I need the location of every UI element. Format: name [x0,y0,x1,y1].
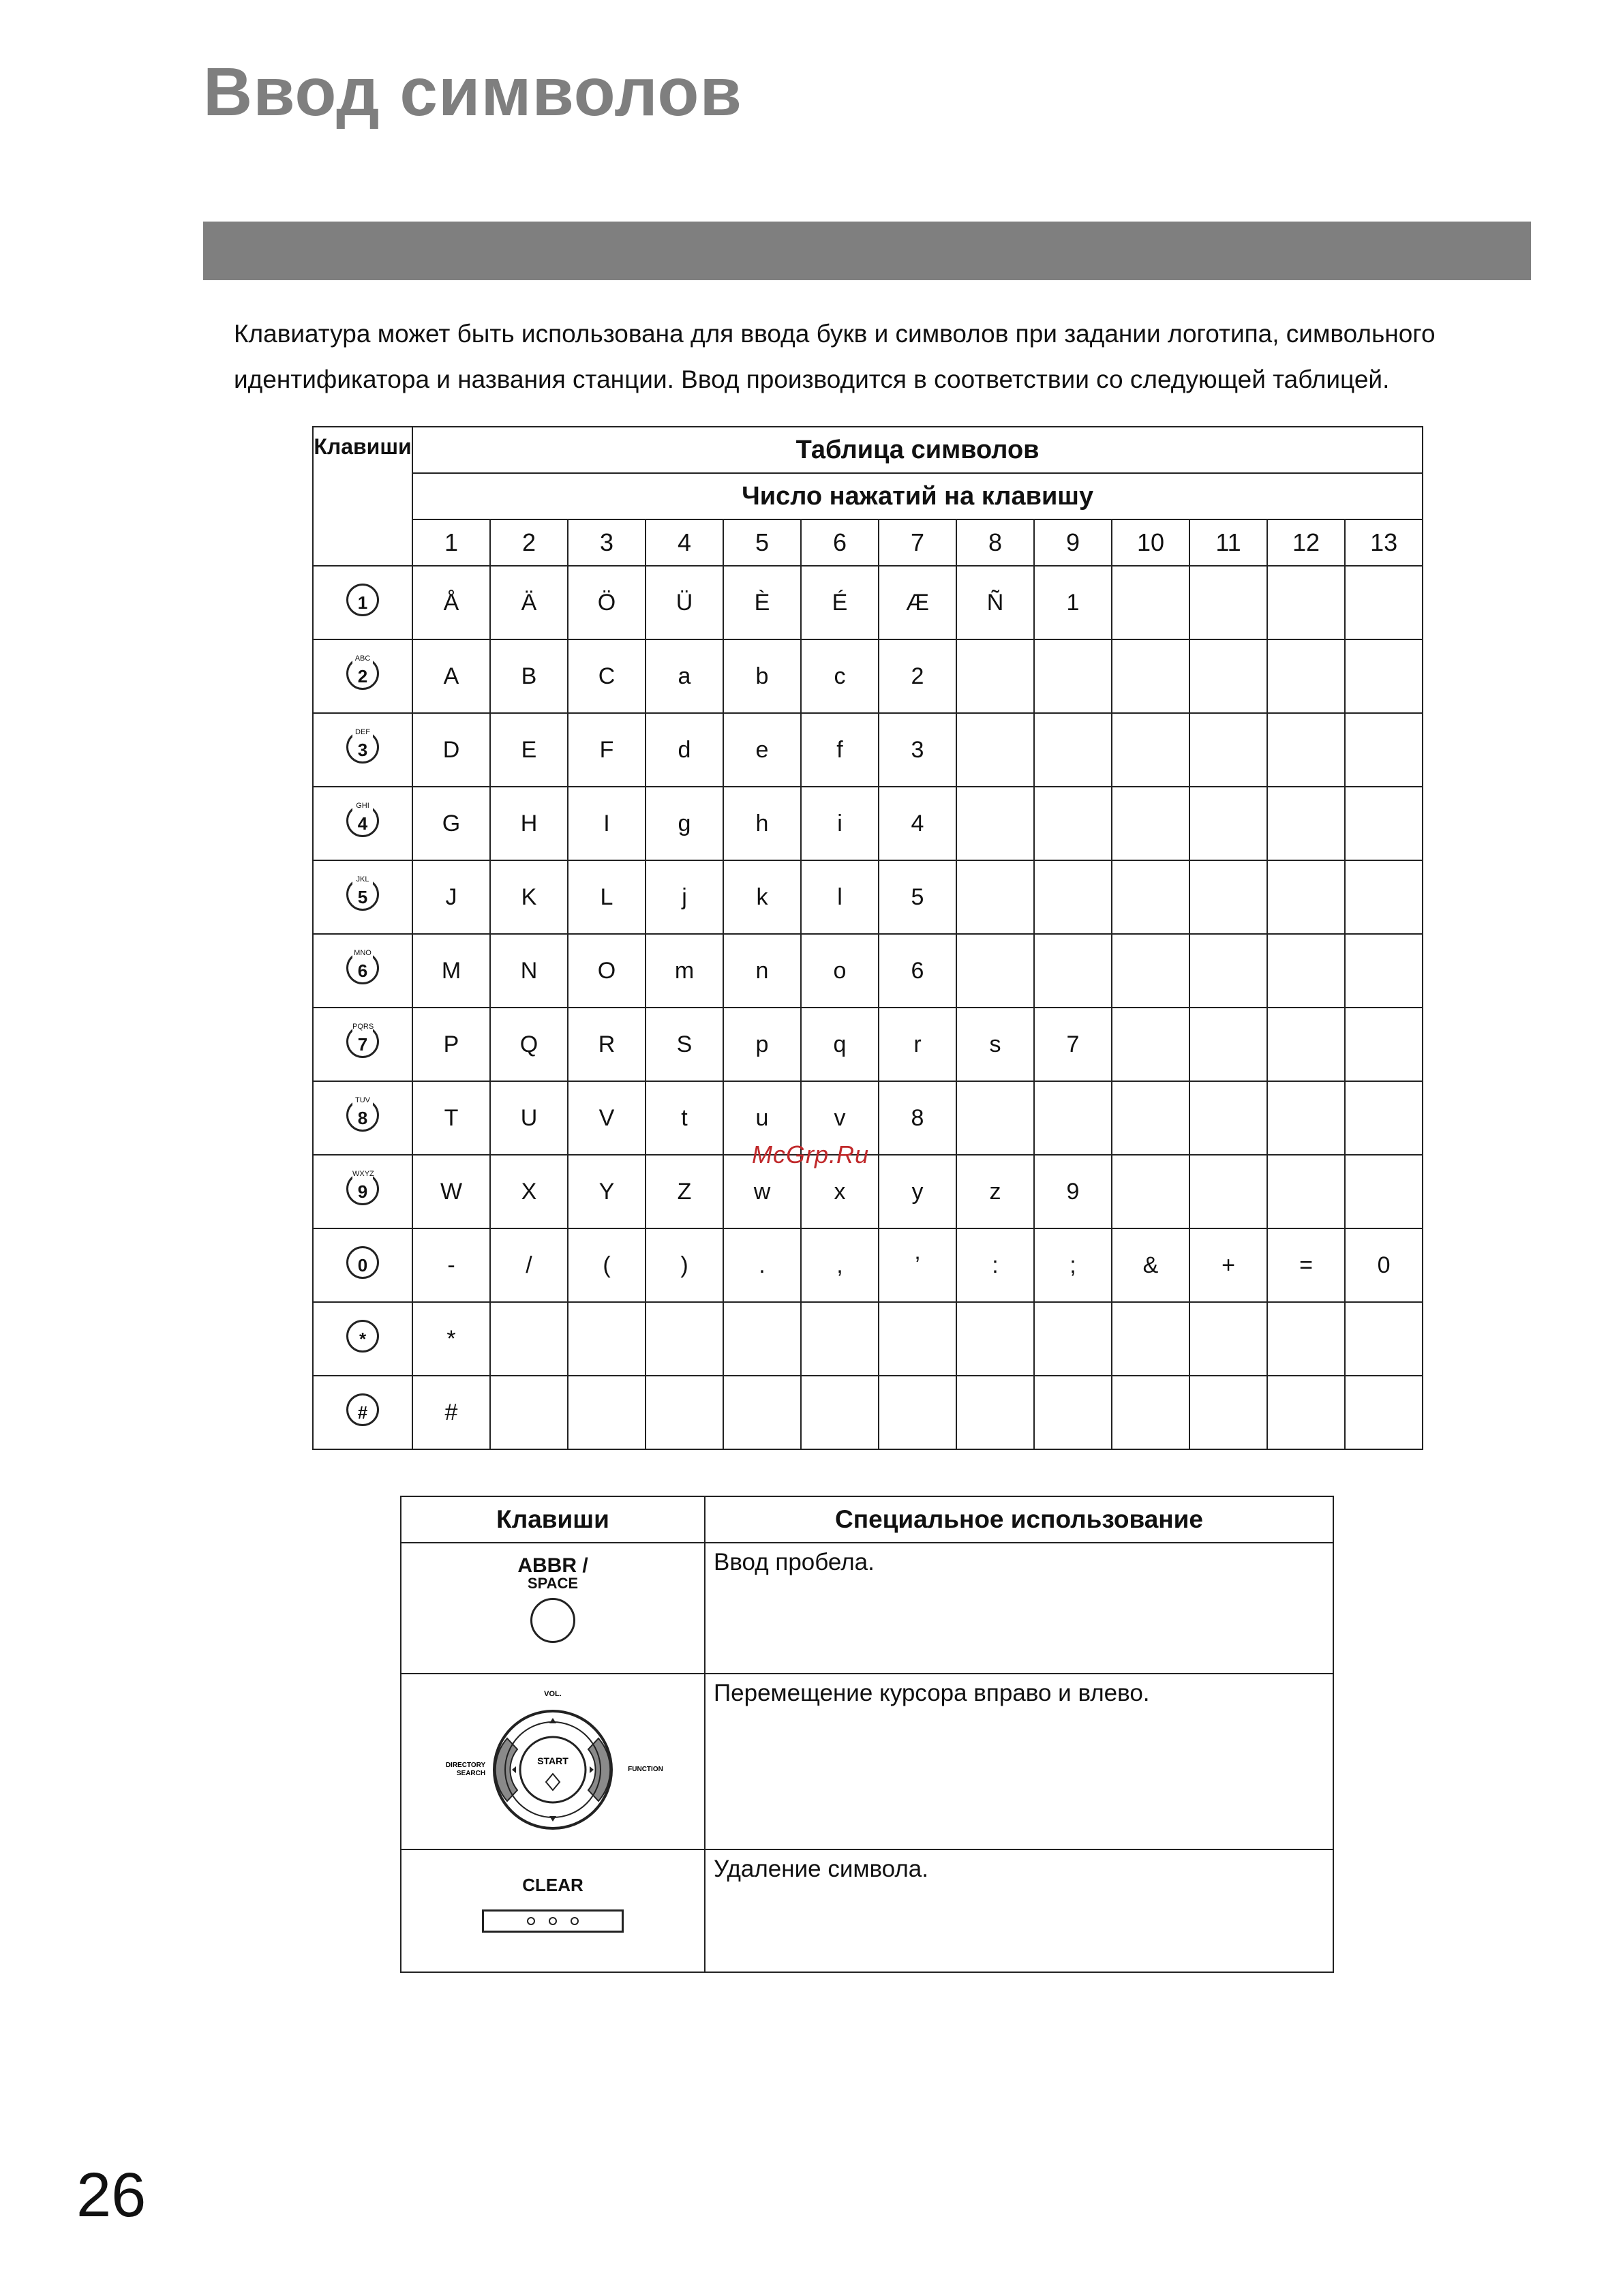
table-row [313,787,1423,860]
special-use-header: Специальное использование [705,1496,1333,1543]
table-row [313,934,1423,1008]
char-cell: c [801,639,879,713]
char-cell: b [723,639,801,713]
char-cell [1189,1008,1267,1081]
press-count-5: 5 [723,519,801,566]
navigation-description: Перемещение курсора вправо и влево. [705,1674,1333,1849]
key-cell [313,566,412,639]
char-cell [1112,860,1189,934]
navigation-pad-icon [416,1674,689,1838]
char-cell [879,1302,956,1376]
char-cell [1189,566,1267,639]
char-cell [956,1081,1034,1155]
char-cell: : [956,1228,1034,1302]
char-cell [646,1302,723,1376]
key-cell [313,934,412,1008]
press-count-9: 9 [1034,519,1112,566]
keypad-key-1-icon [346,584,379,616]
char-cell [956,787,1034,860]
key-number: 3 [357,739,368,760]
key-letters: TUV [352,1096,373,1105]
keypad-key-0-icon [346,1246,379,1279]
char-cell: z [956,1155,1034,1228]
char-cell: C [568,639,646,713]
char-cell [1112,934,1189,1008]
char-cell: Ä [490,566,568,639]
char-cell: j [646,860,723,934]
char-cell: & [1112,1228,1189,1302]
keypad-key-6-icon [346,948,379,984]
clear-key-cell [401,1849,705,1972]
char-cell: - [412,1228,490,1302]
table-row [313,639,1423,713]
key-number: 7 [357,1033,368,1055]
keypad-key-4-icon [346,801,379,837]
press-count-10: 10 [1112,519,1189,566]
char-cell [490,1376,568,1449]
watermark: McGrp.Ru [752,1141,870,1168]
press-count-1: 1 [412,519,490,566]
press-count-13: 13 [1345,519,1423,566]
press-count-2: 2 [490,519,568,566]
char-cell: R [568,1008,646,1081]
char-cell [1112,639,1189,713]
key-number: 5 [357,886,368,907]
section-bar [203,222,1531,280]
special-keys-table [400,1496,1334,1973]
char-cell: Æ [879,566,956,639]
char-cell [1267,1008,1345,1081]
intro-line-2: идентификатора и названия станции. Ввод производится в соответствии со следующей таблицей. [234,365,1390,393]
directory-label: DIRECTORY [445,1762,486,1769]
char-cell [801,1302,879,1376]
char-cell [1345,1081,1423,1155]
key-letters: GHI [352,801,373,811]
press-count-12: 12 [1267,519,1345,566]
char-cell [1189,1376,1267,1449]
abbr-key-label: ABBR / [517,1554,588,1577]
key-cell [313,1081,412,1155]
char-cell [1267,934,1345,1008]
key-cell [313,1008,412,1081]
char-cell: ; [1034,1228,1112,1302]
char-cell: f [801,713,879,787]
char-cell: h [723,787,801,860]
press-count-7: 7 [879,519,956,566]
char-cell [1267,1376,1345,1449]
char-cell [568,1376,646,1449]
char-cell [1189,860,1267,934]
table-row [313,1008,1423,1081]
char-cell: 7 [1034,1008,1112,1081]
char-cell: # [412,1376,490,1449]
char-cell [956,713,1034,787]
char-cell [956,1376,1034,1449]
char-cell: ( [568,1228,646,1302]
press-count-4: 4 [646,519,723,566]
char-cell: L [568,860,646,934]
key-cell [313,860,412,934]
char-cell: J [412,860,490,934]
key-cell [313,1376,412,1449]
char-cell: l [801,860,879,934]
keys-column-header: Клавиши [313,427,412,566]
char-cell: U [490,1081,568,1155]
char-cell [1034,860,1112,934]
char-cell: Å [412,566,490,639]
key-cell [313,1302,412,1376]
char-cell: w [723,1155,801,1228]
char-cell: D [412,713,490,787]
key-letters: DEF [352,727,373,737]
char-cell: , [801,1228,879,1302]
char-cell [1267,1302,1345,1376]
abbr-space-key-cell [401,1543,705,1674]
press-count-row [313,519,1423,566]
char-cell: a [646,639,723,713]
char-cell: É [801,566,879,639]
char-cell [1345,787,1423,860]
navigation-key-cell [401,1674,705,1849]
char-cell: I [568,787,646,860]
key-number: 9 [357,1181,368,1202]
char-cell [1267,860,1345,934]
char-cell [1189,1302,1267,1376]
char-cell: 8 [879,1081,956,1155]
char-cell: 3 [879,713,956,787]
char-cell [1189,639,1267,713]
key-number: * [359,1328,367,1349]
key-letters: PQRS [352,1022,374,1031]
press-count-6: 6 [801,519,879,566]
char-cell [956,934,1034,1008]
char-cell: 6 [879,934,956,1008]
char-cell: p [723,1008,801,1081]
char-cell: M [412,934,490,1008]
char-cell [490,1302,568,1376]
clear-button-icon [482,1909,624,1933]
char-cell: 9 [1034,1155,1112,1228]
char-cell [1345,860,1423,934]
table-row [313,713,1423,787]
keypad-key-5-icon [346,875,379,911]
char-cell [1189,787,1267,860]
char-cell: Z [646,1155,723,1228]
clear-description: Удаление символа. [705,1849,1333,1972]
char-cell: Ü [646,566,723,639]
char-cell: e [723,713,801,787]
char-cell [1267,639,1345,713]
char-cell [1345,639,1423,713]
page-title: Ввод символов [203,54,742,130]
char-cell: ) [646,1228,723,1302]
key-number: 8 [357,1107,368,1128]
char-cell [1189,713,1267,787]
char-cell [1267,787,1345,860]
char-cell [1112,1008,1189,1081]
char-cell [801,1376,879,1449]
char-cell: T [412,1081,490,1155]
char-cell [1112,566,1189,639]
press-count-3: 3 [568,519,646,566]
intro-text [234,311,1529,402]
char-cell: i [801,787,879,860]
char-cell: / [490,1228,568,1302]
character-table [312,426,1423,1450]
table-row [313,1302,1423,1376]
key-letters: JKL [352,875,373,884]
char-cell [1267,713,1345,787]
key-number: 4 [357,813,368,834]
char-cell: A [412,639,490,713]
key-number: 2 [357,665,368,686]
char-cell: x [801,1155,879,1228]
char-cell [1345,1008,1423,1081]
char-cell: H [490,787,568,860]
char-cell [1034,1302,1112,1376]
table-row [313,860,1423,934]
start-label: START [537,1755,568,1766]
table-row [313,566,1423,639]
keypad-key-hash-icon [346,1393,379,1426]
search-label: SEARCH [456,1770,486,1777]
char-cell [723,1376,801,1449]
char-cell: P [412,1008,490,1081]
key-cell [313,1228,412,1302]
special-keys-header: Клавиши [401,1496,705,1543]
char-cell [1189,1155,1267,1228]
char-cell: k [723,860,801,934]
char-cell [1034,787,1112,860]
char-cell: m [646,934,723,1008]
char-cell: S [646,1008,723,1081]
char-cell [956,1302,1034,1376]
key-letters: ABC [352,654,373,663]
function-label: FUNCTION [628,1766,663,1773]
char-cell: Ö [568,566,646,639]
char-cell [1267,1081,1345,1155]
char-cell [1112,1081,1189,1155]
press-count-header: Число нажатий на клавишу [412,473,1423,519]
char-cell [1345,1376,1423,1449]
page-number: 26 [76,2160,147,2230]
char-cell: V [568,1081,646,1155]
char-cell: Ñ [956,566,1034,639]
abbr-space-button-icon [530,1598,575,1643]
abbr-space-description: Ввод пробела. [705,1543,1333,1674]
char-cell: d [646,713,723,787]
char-cell: n [723,934,801,1008]
key-cell [313,787,412,860]
space-key-label: SPACE [527,1575,579,1592]
char-cell: g [646,787,723,860]
char-cell [1112,787,1189,860]
char-cell: F [568,713,646,787]
key-number: 1 [357,592,368,613]
char-cell [1345,1155,1423,1228]
press-count-11: 11 [1189,519,1267,566]
key-cell [313,639,412,713]
char-cell [1112,1155,1189,1228]
key-cell [313,713,412,787]
keypad-key-8-icon [346,1096,379,1132]
char-cell: G [412,787,490,860]
char-cell [1345,566,1423,639]
char-cell [956,860,1034,934]
char-cell [1345,713,1423,787]
char-cell [568,1302,646,1376]
char-cell [1345,934,1423,1008]
char-cell: B [490,639,568,713]
char-cell [1034,934,1112,1008]
press-count-8: 8 [956,519,1034,566]
char-cell: q [801,1008,879,1081]
char-cell [956,639,1034,713]
char-cell: Y [568,1155,646,1228]
char-cell [879,1376,956,1449]
keypad-key-9-icon [346,1169,379,1205]
key-letters: MNO [352,948,373,958]
key-letters: WXYZ [352,1169,374,1178]
char-cell: X [490,1155,568,1228]
char-cell: N [490,934,568,1008]
char-cell: 0 [1345,1228,1423,1302]
char-cell: Q [490,1008,568,1081]
char-cell: O [568,934,646,1008]
char-cell [1112,713,1189,787]
key-number: 6 [357,960,368,981]
keypad-key-2-icon [346,654,379,690]
char-cell [723,1302,801,1376]
vol-label: VOL. [544,1690,562,1698]
key-cell [313,1155,412,1228]
keypad-key-7-icon [346,1022,379,1058]
char-cell [1267,1155,1345,1228]
char-cell: r [879,1008,956,1081]
character-table-body [313,566,1423,1449]
char-cell [1034,1376,1112,1449]
char-cell: 2 [879,639,956,713]
char-cell: s [956,1008,1034,1081]
char-cell: 5 [879,860,956,934]
keypad-key-star-icon [346,1320,379,1353]
char-cell: u [723,1081,801,1155]
key-number: # [357,1402,368,1423]
char-cell: t [646,1081,723,1155]
char-cell [1112,1376,1189,1449]
char-cell [646,1376,723,1449]
key-number: 0 [357,1254,368,1275]
char-cell: v [801,1081,879,1155]
table-row [313,1376,1423,1449]
table-title: Таблица символов [412,427,1423,473]
char-cell [1034,713,1112,787]
char-cell [1034,1081,1112,1155]
char-cell [1267,566,1345,639]
char-cell: W [412,1155,490,1228]
char-cell: ’ [879,1228,956,1302]
char-cell: o [801,934,879,1008]
char-cell: È [723,566,801,639]
char-cell: 4 [879,787,956,860]
keypad-key-3-icon [346,727,379,764]
char-cell [1189,1081,1267,1155]
clear-key-label: CLEAR [522,1875,583,1895]
char-cell: = [1267,1228,1345,1302]
char-cell [1189,934,1267,1008]
char-cell: + [1189,1228,1267,1302]
char-cell [1112,1302,1189,1376]
char-cell: 1 [1034,566,1112,639]
char-cell: K [490,860,568,934]
char-cell: y [879,1155,956,1228]
table-row [313,1228,1423,1302]
char-cell: * [412,1302,490,1376]
intro-line-1: Клавиатура может быть использована для ввода букв и символов при задании логотипа, символьного [234,320,1436,348]
char-cell [1034,639,1112,713]
char-cell: E [490,713,568,787]
char-cell: . [723,1228,801,1302]
char-cell [1345,1302,1423,1376]
